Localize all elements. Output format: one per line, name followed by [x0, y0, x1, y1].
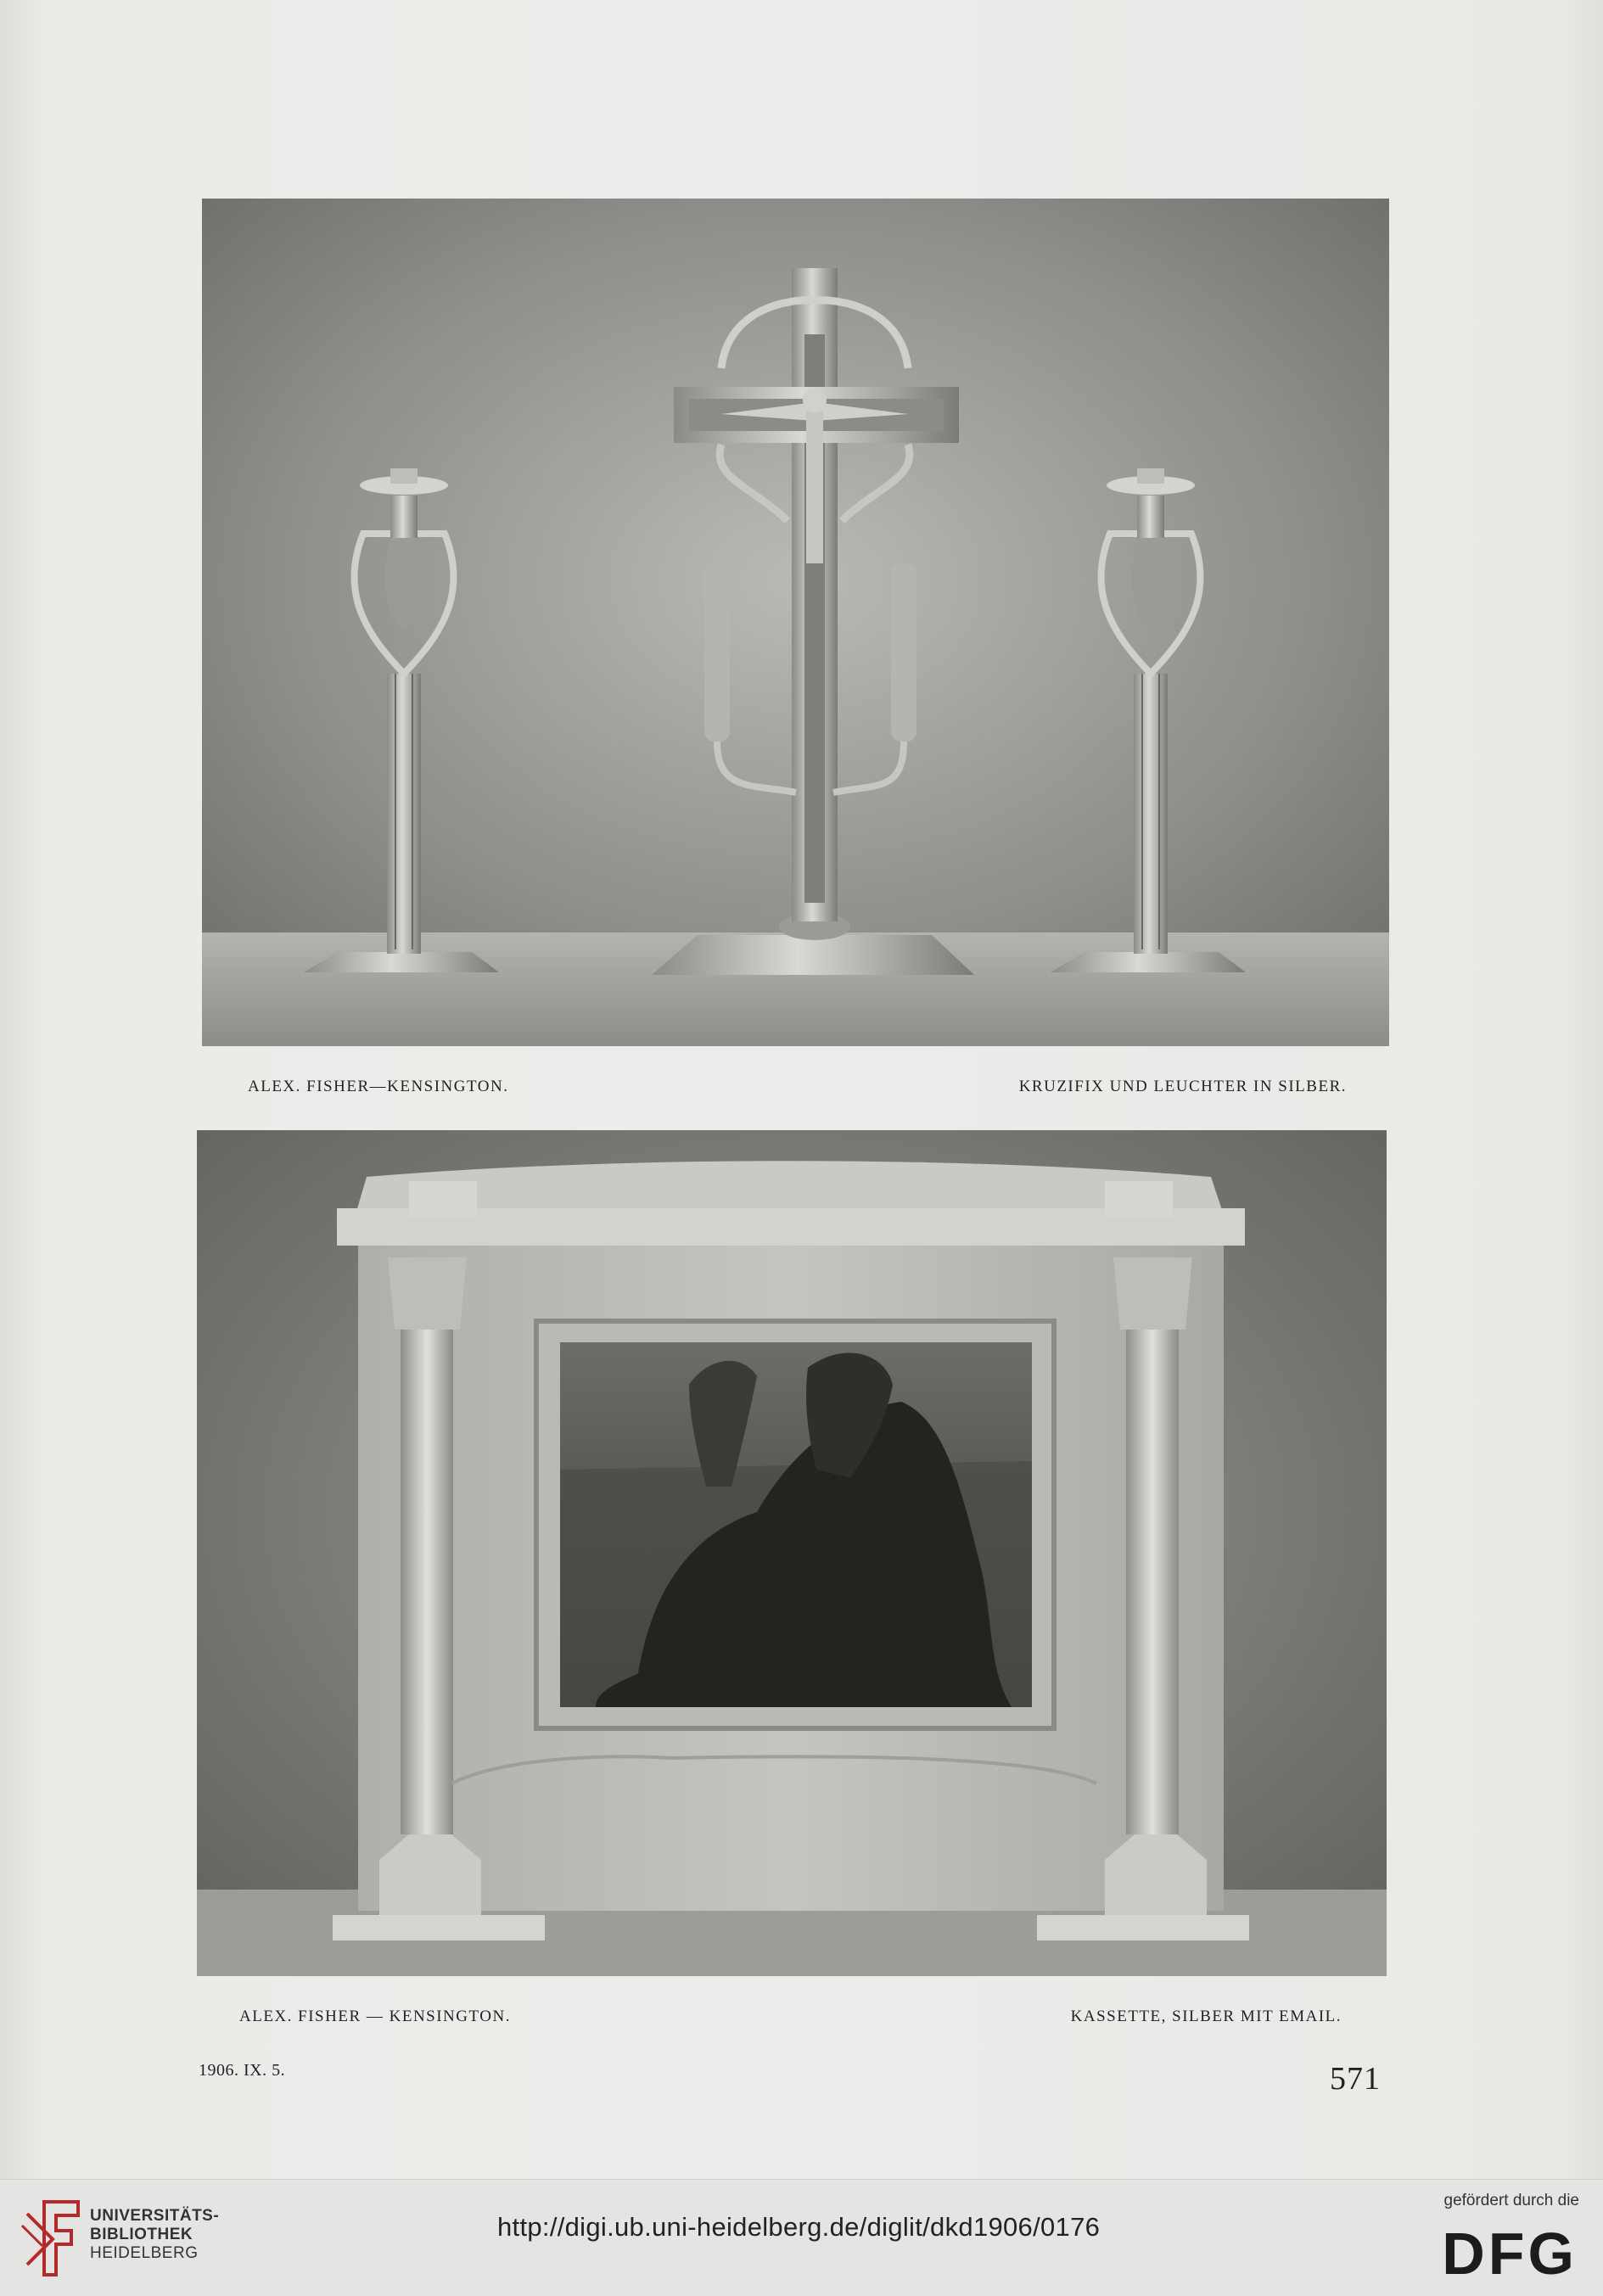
university-library-logo-icon[interactable] — [19, 2197, 83, 2280]
library-name-line1: UNIVERSITÄTS- — [90, 2207, 220, 2225]
university-library-name[interactable] — [90, 2207, 219, 2263]
photo-casket — [197, 1130, 1387, 1976]
photo-crucifix-and-candlesticks — [202, 199, 1389, 1046]
casket-photo-image — [197, 1130, 1387, 1976]
left-column — [401, 1317, 453, 1834]
library-name-line2: BIBLIOTHEK — [90, 2226, 193, 2243]
right-column — [1126, 1317, 1179, 1834]
issue-number: 1906. IX. 5. — [199, 2061, 286, 2080]
digitization-footer — [0, 2179, 1603, 2296]
caption-top-title: KRUZIFIX UND LEUCHTER IN SILBER. — [1018, 1078, 1347, 1095]
caption-top-artist: ALEX. FISHER—KENSINGTON. — [248, 1078, 509, 1095]
library-name-line3: HEIDELBERG — [90, 2244, 199, 2262]
caption-bottom-title: KASSETTE, SILBER MIT EMAIL. — [1070, 2008, 1342, 2025]
page-number: 571 — [1330, 2061, 1381, 2097]
permalink-url[interactable]: http://digi.ub.uni-heidelberg.de/diglit/dkd1906/0176 — [497, 2212, 1101, 2242]
funding-note: gefördert durch die — [1443, 2192, 1579, 2209]
crucifix-photo-image — [202, 199, 1389, 1046]
caption-bottom-artist: ALEX. FISHER — KENSINGTON. — [239, 2008, 511, 2025]
dfg-logo[interactable]: DFG — [1442, 2220, 1578, 2287]
